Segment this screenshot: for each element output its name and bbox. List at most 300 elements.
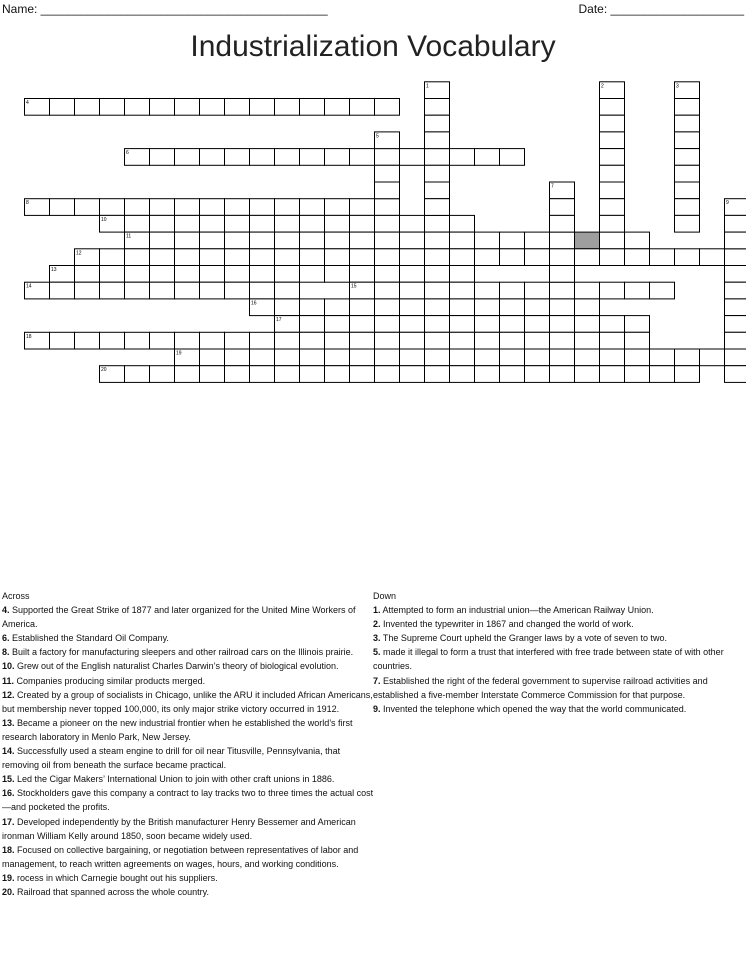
crossword-cell[interactable] bbox=[525, 249, 550, 266]
crossword-cell[interactable] bbox=[450, 215, 475, 232]
crossword-cell[interactable] bbox=[250, 349, 275, 366]
crossword-cell[interactable] bbox=[275, 215, 300, 232]
crossword-cell[interactable] bbox=[625, 249, 650, 266]
crossword-cell[interactable] bbox=[350, 332, 375, 349]
crossword-cell[interactable] bbox=[500, 232, 525, 249]
crossword-cell[interactable] bbox=[500, 332, 525, 349]
crossword-cell[interactable] bbox=[50, 99, 75, 116]
crossword-cell[interactable] bbox=[275, 332, 300, 349]
crossword-cell[interactable] bbox=[400, 215, 425, 232]
crossword-cell[interactable] bbox=[275, 366, 300, 383]
crossword-cell[interactable] bbox=[75, 199, 100, 216]
crossword-cell[interactable] bbox=[525, 349, 550, 366]
crossword-cell[interactable] bbox=[675, 115, 700, 132]
crossword-cell[interactable] bbox=[75, 99, 100, 116]
cell-number-11: 11 bbox=[126, 233, 132, 240]
crossword-cell[interactable] bbox=[175, 249, 200, 266]
crossword-cell[interactable] bbox=[450, 299, 475, 316]
crossword-cell[interactable] bbox=[725, 282, 746, 299]
crossword-cell[interactable] bbox=[425, 215, 450, 232]
crossword-cell[interactable] bbox=[450, 332, 475, 349]
crossword-cell[interactable] bbox=[450, 349, 475, 366]
crossword-cell[interactable] bbox=[200, 282, 225, 299]
crossword-cell[interactable] bbox=[375, 366, 400, 383]
crossword-cell[interactable] bbox=[225, 232, 250, 249]
crossword-cell[interactable] bbox=[600, 182, 625, 199]
crossword-cell[interactable] bbox=[375, 282, 400, 299]
crossword-cell[interactable] bbox=[325, 349, 350, 366]
crossword-cell[interactable] bbox=[675, 349, 700, 366]
crossword-cell[interactable] bbox=[425, 249, 450, 266]
cell-number-5: 5 bbox=[376, 133, 379, 140]
across-clue-19 bbox=[2, 871, 374, 885]
crossword-cell[interactable] bbox=[100, 282, 125, 299]
crossword-cell[interactable] bbox=[475, 249, 500, 266]
crossword-cell[interactable] bbox=[400, 299, 425, 316]
crossword-cell[interactable] bbox=[300, 199, 325, 216]
crossword-cell[interactable] bbox=[250, 199, 275, 216]
crossword-cell[interactable] bbox=[600, 316, 625, 333]
crossword-cell[interactable] bbox=[225, 149, 250, 166]
crossword-cell[interactable] bbox=[575, 282, 600, 299]
crossword-cell[interactable] bbox=[500, 366, 525, 383]
crossword-cell[interactable] bbox=[650, 282, 675, 299]
crossword-cell[interactable] bbox=[300, 249, 325, 266]
crossword-cell[interactable] bbox=[175, 99, 200, 116]
crossword-cell[interactable] bbox=[250, 332, 275, 349]
crossword-cell[interactable] bbox=[50, 332, 75, 349]
crossword-cell[interactable] bbox=[150, 282, 175, 299]
crossword-cell[interactable] bbox=[350, 299, 375, 316]
crossword-cell[interactable] bbox=[725, 366, 746, 383]
crossword-cell[interactable] bbox=[450, 282, 475, 299]
crossword-cell[interactable] bbox=[725, 332, 746, 349]
crossword-cell[interactable] bbox=[250, 366, 275, 383]
crossword-cell[interactable] bbox=[600, 99, 625, 116]
crossword-cell[interactable] bbox=[375, 165, 400, 182]
crossword-cell[interactable] bbox=[350, 232, 375, 249]
crossword-cell[interactable] bbox=[525, 366, 550, 383]
crossword-cell[interactable] bbox=[225, 199, 250, 216]
crossword-cell[interactable] bbox=[425, 349, 450, 366]
crossword-cell[interactable] bbox=[300, 99, 325, 116]
crossword-cell[interactable] bbox=[550, 282, 575, 299]
crossword-cell[interactable] bbox=[225, 99, 250, 116]
crossword-cell[interactable] bbox=[525, 232, 550, 249]
across-clue-18 bbox=[2, 843, 374, 871]
crossword-cell[interactable] bbox=[475, 149, 500, 166]
crossword-cell[interactable] bbox=[575, 299, 600, 316]
crossword-cell[interactable] bbox=[550, 199, 575, 216]
crossword-cell[interactable] bbox=[350, 215, 375, 232]
cell-number-8: 8 bbox=[26, 200, 29, 207]
cell-number-7: 7 bbox=[551, 183, 554, 190]
across-heading: Across bbox=[2, 591, 30, 601]
crossword-cell[interactable] bbox=[400, 266, 425, 283]
crossword-cell[interactable] bbox=[425, 149, 450, 166]
crossword-cell[interactable] bbox=[475, 232, 500, 249]
crossword-cell[interactable] bbox=[275, 199, 300, 216]
cell-number-9: 9 bbox=[726, 200, 729, 207]
crossword-cell[interactable] bbox=[600, 149, 625, 166]
crossword-cell[interactable] bbox=[550, 232, 575, 249]
crossword-cell[interactable] bbox=[550, 299, 575, 316]
crossword-cell[interactable] bbox=[325, 332, 350, 349]
crossword-cell[interactable] bbox=[675, 366, 700, 383]
crossword-cell[interactable] bbox=[425, 232, 450, 249]
crossword-cell[interactable] bbox=[425, 115, 450, 132]
crossword-cell[interactable] bbox=[425, 282, 450, 299]
crossword-cell[interactable] bbox=[525, 332, 550, 349]
crossword-cell[interactable] bbox=[350, 199, 375, 216]
crossword-cell[interactable] bbox=[300, 349, 325, 366]
crossword-cell[interactable] bbox=[200, 232, 225, 249]
crossword-cell[interactable] bbox=[550, 332, 575, 349]
crossword-cell[interactable] bbox=[150, 99, 175, 116]
crossword-cell[interactable] bbox=[50, 282, 75, 299]
crossword-cell[interactable] bbox=[200, 215, 225, 232]
crossword-cell[interactable] bbox=[300, 215, 325, 232]
crossword-cell[interactable] bbox=[450, 316, 475, 333]
crossword-cell[interactable] bbox=[550, 249, 575, 266]
crossword-cell[interactable] bbox=[350, 316, 375, 333]
crossword-cell[interactable] bbox=[425, 332, 450, 349]
crossword-cell[interactable] bbox=[175, 149, 200, 166]
across-clue-list bbox=[2, 603, 374, 899]
crossword-cell[interactable] bbox=[675, 165, 700, 182]
crossword-cell[interactable] bbox=[175, 215, 200, 232]
clue-number: 10. bbox=[2, 661, 15, 672]
crossword-cell[interactable] bbox=[325, 249, 350, 266]
crossword-cell[interactable] bbox=[250, 249, 275, 266]
crossword-cell[interactable] bbox=[725, 215, 746, 232]
crossword-cell[interactable] bbox=[250, 266, 275, 283]
crossword-cell[interactable] bbox=[175, 199, 200, 216]
crossword-cell[interactable] bbox=[500, 349, 525, 366]
crossword-cell[interactable] bbox=[425, 266, 450, 283]
crossword-cell[interactable] bbox=[350, 149, 375, 166]
crossword-cell[interactable] bbox=[300, 366, 325, 383]
crossword-cell[interactable] bbox=[200, 332, 225, 349]
crossword-cell[interactable] bbox=[675, 199, 700, 216]
crossword-cell[interactable] bbox=[575, 332, 600, 349]
crossword-cell[interactable] bbox=[225, 349, 250, 366]
crossword-cell[interactable] bbox=[650, 349, 675, 366]
name-field-label: Name: ___________________________________________ bbox=[2, 2, 328, 16]
crossword-cell[interactable] bbox=[625, 316, 650, 333]
crossword-cell[interactable] bbox=[375, 99, 400, 116]
crossword-cell[interactable] bbox=[675, 249, 700, 266]
crossword-cell[interactable] bbox=[650, 249, 675, 266]
crossword-cell[interactable] bbox=[450, 232, 475, 249]
crossword-cell[interactable] bbox=[375, 316, 400, 333]
crossword-cell[interactable] bbox=[325, 266, 350, 283]
clue-number: 19. bbox=[2, 872, 15, 883]
crossword-cell[interactable] bbox=[125, 266, 150, 283]
crossword-cell[interactable] bbox=[250, 99, 275, 116]
crossword-cell[interactable] bbox=[425, 182, 450, 199]
crossword-cell[interactable] bbox=[200, 249, 225, 266]
crossword-cell[interactable] bbox=[275, 249, 300, 266]
crossword-cell[interactable] bbox=[50, 199, 75, 216]
crossword-cell[interactable] bbox=[325, 316, 350, 333]
crossword-cell[interactable] bbox=[575, 366, 600, 383]
crossword-cell[interactable] bbox=[300, 332, 325, 349]
crossword-cell[interactable] bbox=[100, 99, 125, 116]
crossword-cell[interactable] bbox=[175, 266, 200, 283]
crossword-cell[interactable] bbox=[425, 316, 450, 333]
crossword-cell[interactable] bbox=[300, 149, 325, 166]
crossword-cell[interactable] bbox=[675, 132, 700, 149]
crossword-cell[interactable] bbox=[225, 215, 250, 232]
crossword-cell[interactable] bbox=[200, 99, 225, 116]
crossword-cell[interactable] bbox=[225, 282, 250, 299]
crossword-cell[interactable] bbox=[725, 316, 746, 333]
crossword-cell[interactable] bbox=[450, 366, 475, 383]
crossword-cell[interactable] bbox=[125, 215, 150, 232]
crossword-cell[interactable] bbox=[425, 132, 450, 149]
crossword-cell[interactable] bbox=[225, 366, 250, 383]
crossword-cell[interactable] bbox=[525, 282, 550, 299]
crossword-cell[interactable] bbox=[150, 332, 175, 349]
crossword-cell[interactable] bbox=[375, 199, 400, 216]
crossword-cell[interactable] bbox=[625, 332, 650, 349]
crossword-cell[interactable] bbox=[375, 182, 400, 199]
crossword-cell[interactable] bbox=[375, 249, 400, 266]
clue-number: 9. bbox=[373, 703, 381, 714]
crossword-cell[interactable] bbox=[475, 299, 500, 316]
clue-text: Attempted to form an industrial union—the American Railway Union. bbox=[380, 605, 654, 616]
crossword-cell[interactable] bbox=[600, 232, 625, 249]
crossword-cell[interactable] bbox=[600, 215, 625, 232]
crossword-cell[interactable] bbox=[475, 282, 500, 299]
crossword-cell[interactable] bbox=[525, 299, 550, 316]
clue-number: 15. bbox=[2, 774, 15, 785]
crossword-cell[interactable] bbox=[300, 232, 325, 249]
crossword-cell[interactable] bbox=[125, 99, 150, 116]
crossword-cell[interactable] bbox=[575, 316, 600, 333]
cell-number-12: 12 bbox=[76, 250, 82, 257]
crossword-cell[interactable] bbox=[500, 149, 525, 166]
crossword-cell[interactable] bbox=[275, 232, 300, 249]
clue-number: 11. bbox=[2, 675, 15, 686]
crossword-cell[interactable] bbox=[350, 249, 375, 266]
crossword-cell[interactable] bbox=[300, 316, 325, 333]
crossword-cell[interactable] bbox=[75, 282, 100, 299]
crossword-cell[interactable] bbox=[550, 266, 575, 283]
crossword-cell[interactable] bbox=[200, 366, 225, 383]
crossword-cell[interactable] bbox=[650, 366, 675, 383]
crossword-cell[interactable] bbox=[450, 249, 475, 266]
crossword-cell[interactable] bbox=[375, 232, 400, 249]
crossword-cell[interactable] bbox=[625, 232, 650, 249]
crossword-cell[interactable] bbox=[250, 232, 275, 249]
clue-text: Built a factory for manufacturing sleepers and other railroad cars on the Illinois prairie. bbox=[9, 647, 354, 658]
crossword-cell[interactable] bbox=[350, 266, 375, 283]
crossword-cell[interactable] bbox=[700, 349, 725, 366]
across-clue-10 bbox=[2, 659, 374, 673]
crossword-cell[interactable] bbox=[600, 115, 625, 132]
crossword-cell[interactable] bbox=[325, 232, 350, 249]
crossword-cell[interactable] bbox=[425, 165, 450, 182]
crossword-cell[interactable] bbox=[725, 266, 746, 283]
crossword-cell[interactable] bbox=[425, 299, 450, 316]
crossword-cell[interactable] bbox=[550, 215, 575, 232]
crossword-cell[interactable] bbox=[550, 349, 575, 366]
crossword-cell[interactable] bbox=[600, 165, 625, 182]
crossword-cell[interactable] bbox=[125, 282, 150, 299]
crossword-cell[interactable] bbox=[425, 366, 450, 383]
crossword-cell[interactable] bbox=[175, 232, 200, 249]
crossword-cell[interactable] bbox=[200, 199, 225, 216]
clue-text: Grew out of the English naturalist Charles Darwin’s theory of biological evolution. bbox=[14, 661, 339, 672]
crossword-cell[interactable] bbox=[375, 215, 400, 232]
crossword-cell[interactable] bbox=[500, 249, 525, 266]
crossword-cell[interactable] bbox=[225, 332, 250, 349]
crossword-cell[interactable] bbox=[475, 316, 500, 333]
crossword-cell[interactable] bbox=[375, 349, 400, 366]
crossword-cell[interactable] bbox=[225, 266, 250, 283]
crossword-cell[interactable] bbox=[700, 249, 725, 266]
crossword-cell[interactable] bbox=[275, 149, 300, 166]
crossword-cell[interactable] bbox=[575, 349, 600, 366]
crossword-cell[interactable] bbox=[475, 349, 500, 366]
crossword-cell[interactable] bbox=[75, 332, 100, 349]
crossword-cell[interactable] bbox=[625, 366, 650, 383]
crossword-cell[interactable] bbox=[600, 282, 625, 299]
crossword-cell[interactable] bbox=[450, 266, 475, 283]
crossword-cell[interactable] bbox=[375, 149, 400, 166]
crossword-cell[interactable] bbox=[425, 99, 450, 116]
crossword-cell[interactable] bbox=[525, 316, 550, 333]
crossword-cell[interactable] bbox=[350, 99, 375, 116]
crossword-cell[interactable] bbox=[475, 332, 500, 349]
crossword-cell[interactable] bbox=[200, 349, 225, 366]
crossword-cell[interactable] bbox=[275, 266, 300, 283]
crossword-cell[interactable] bbox=[175, 332, 200, 349]
crossword-cell[interactable] bbox=[275, 99, 300, 116]
crossword-cell[interactable] bbox=[725, 249, 746, 266]
crossword-cell[interactable] bbox=[150, 366, 175, 383]
crossword-cell[interactable] bbox=[125, 249, 150, 266]
crossword-cell[interactable] bbox=[150, 199, 175, 216]
crossword-cell[interactable] bbox=[400, 332, 425, 349]
crossword-cell[interactable] bbox=[400, 366, 425, 383]
down-clue-1 bbox=[373, 603, 745, 617]
cell-number-14: 14 bbox=[26, 283, 32, 290]
crossword-cell[interactable] bbox=[375, 299, 400, 316]
crossword-cell[interactable] bbox=[725, 349, 746, 366]
crossword-cell[interactable] bbox=[675, 99, 700, 116]
clue-number: 12. bbox=[2, 689, 15, 700]
crossword-cell[interactable] bbox=[675, 149, 700, 166]
clue-text: Companies producing similar products merged. bbox=[14, 675, 206, 686]
crossword-cell[interactable] bbox=[400, 316, 425, 333]
crossword-cell[interactable] bbox=[150, 149, 175, 166]
crossword-cell[interactable] bbox=[500, 299, 525, 316]
crossword-cell[interactable] bbox=[125, 199, 150, 216]
crossword-cell[interactable] bbox=[100, 332, 125, 349]
crossword-cell[interactable] bbox=[325, 366, 350, 383]
crossword-cell[interactable] bbox=[325, 215, 350, 232]
crossword-cell[interactable] bbox=[675, 215, 700, 232]
crossword-cell[interactable] bbox=[300, 299, 325, 316]
crossword-cell[interactable] bbox=[325, 199, 350, 216]
crossword-cell[interactable] bbox=[325, 99, 350, 116]
crossword-cell[interactable] bbox=[400, 149, 425, 166]
crossword-cell[interactable] bbox=[625, 349, 650, 366]
crossword-cell[interactable] bbox=[250, 215, 275, 232]
clue-text: Became a pioneer on the new industrial frontier when he established the world’s first research laboratory in Menlo Park, New Jersey. bbox=[2, 717, 353, 742]
crossword-cell[interactable] bbox=[625, 282, 650, 299]
crossword-cell[interactable] bbox=[275, 282, 300, 299]
crossword-cell[interactable] bbox=[125, 366, 150, 383]
crossword-cell[interactable] bbox=[500, 282, 525, 299]
cell-number-6: 6 bbox=[126, 150, 129, 157]
crossword-cell[interactable] bbox=[350, 349, 375, 366]
crossword-cell[interactable] bbox=[725, 232, 746, 249]
crossword-cell[interactable] bbox=[100, 199, 125, 216]
crossword-cell[interactable] bbox=[325, 149, 350, 166]
crossword-cell[interactable] bbox=[425, 199, 450, 216]
crossword-cell[interactable] bbox=[75, 266, 100, 283]
crossword-cell[interactable] bbox=[125, 332, 150, 349]
crossword-cell[interactable] bbox=[600, 199, 625, 216]
crossword-cell[interactable] bbox=[475, 366, 500, 383]
crossword-cell[interactable] bbox=[100, 266, 125, 283]
crossword-cell[interactable] bbox=[275, 349, 300, 366]
crossword-cell[interactable] bbox=[200, 266, 225, 283]
crossword-cell[interactable] bbox=[350, 366, 375, 383]
crossword-cell[interactable] bbox=[600, 332, 625, 349]
crossword-cell[interactable] bbox=[600, 349, 625, 366]
crossword-cell[interactable] bbox=[275, 299, 300, 316]
crossword-cell[interactable] bbox=[550, 316, 575, 333]
crossword-cell[interactable] bbox=[375, 332, 400, 349]
crossword-cell[interactable] bbox=[675, 182, 700, 199]
crossword-cell[interactable] bbox=[375, 266, 400, 283]
crossword-cell[interactable] bbox=[600, 132, 625, 149]
crossword-cell[interactable] bbox=[400, 249, 425, 266]
crossword-cell[interactable] bbox=[325, 299, 350, 316]
crossword-cell[interactable] bbox=[600, 249, 625, 266]
crossword-cell[interactable] bbox=[150, 215, 175, 232]
clue-text: Stockholders gave this company a contract to lay tracks two to three times the actual cost—and pocketed the profits. bbox=[2, 788, 374, 813]
crossword-cell[interactable] bbox=[250, 149, 275, 166]
crossword-cell[interactable] bbox=[400, 232, 425, 249]
crossword-cell[interactable] bbox=[150, 232, 175, 249]
crossword-cell[interactable] bbox=[400, 282, 425, 299]
crossword-cell[interactable] bbox=[600, 366, 625, 383]
crossword-cell[interactable] bbox=[575, 249, 600, 266]
down-clue-7 bbox=[373, 674, 745, 702]
crossword-cell[interactable] bbox=[400, 349, 425, 366]
crossword-cell[interactable] bbox=[550, 366, 575, 383]
crossword-cell[interactable] bbox=[500, 316, 525, 333]
crossword-cell[interactable] bbox=[450, 149, 475, 166]
crossword-cell[interactable] bbox=[250, 282, 275, 299]
crossword-cell[interactable] bbox=[150, 249, 175, 266]
crossword-cell[interactable] bbox=[200, 149, 225, 166]
crossword-cell[interactable] bbox=[225, 249, 250, 266]
crossword-cell[interactable] bbox=[175, 366, 200, 383]
crossword-cell[interactable] bbox=[100, 249, 125, 266]
crossword-cell[interactable] bbox=[150, 266, 175, 283]
crossword-cell[interactable] bbox=[300, 266, 325, 283]
crossword-cell[interactable] bbox=[175, 282, 200, 299]
crossword-cell[interactable] bbox=[725, 299, 746, 316]
clue-number: 18. bbox=[2, 844, 15, 855]
